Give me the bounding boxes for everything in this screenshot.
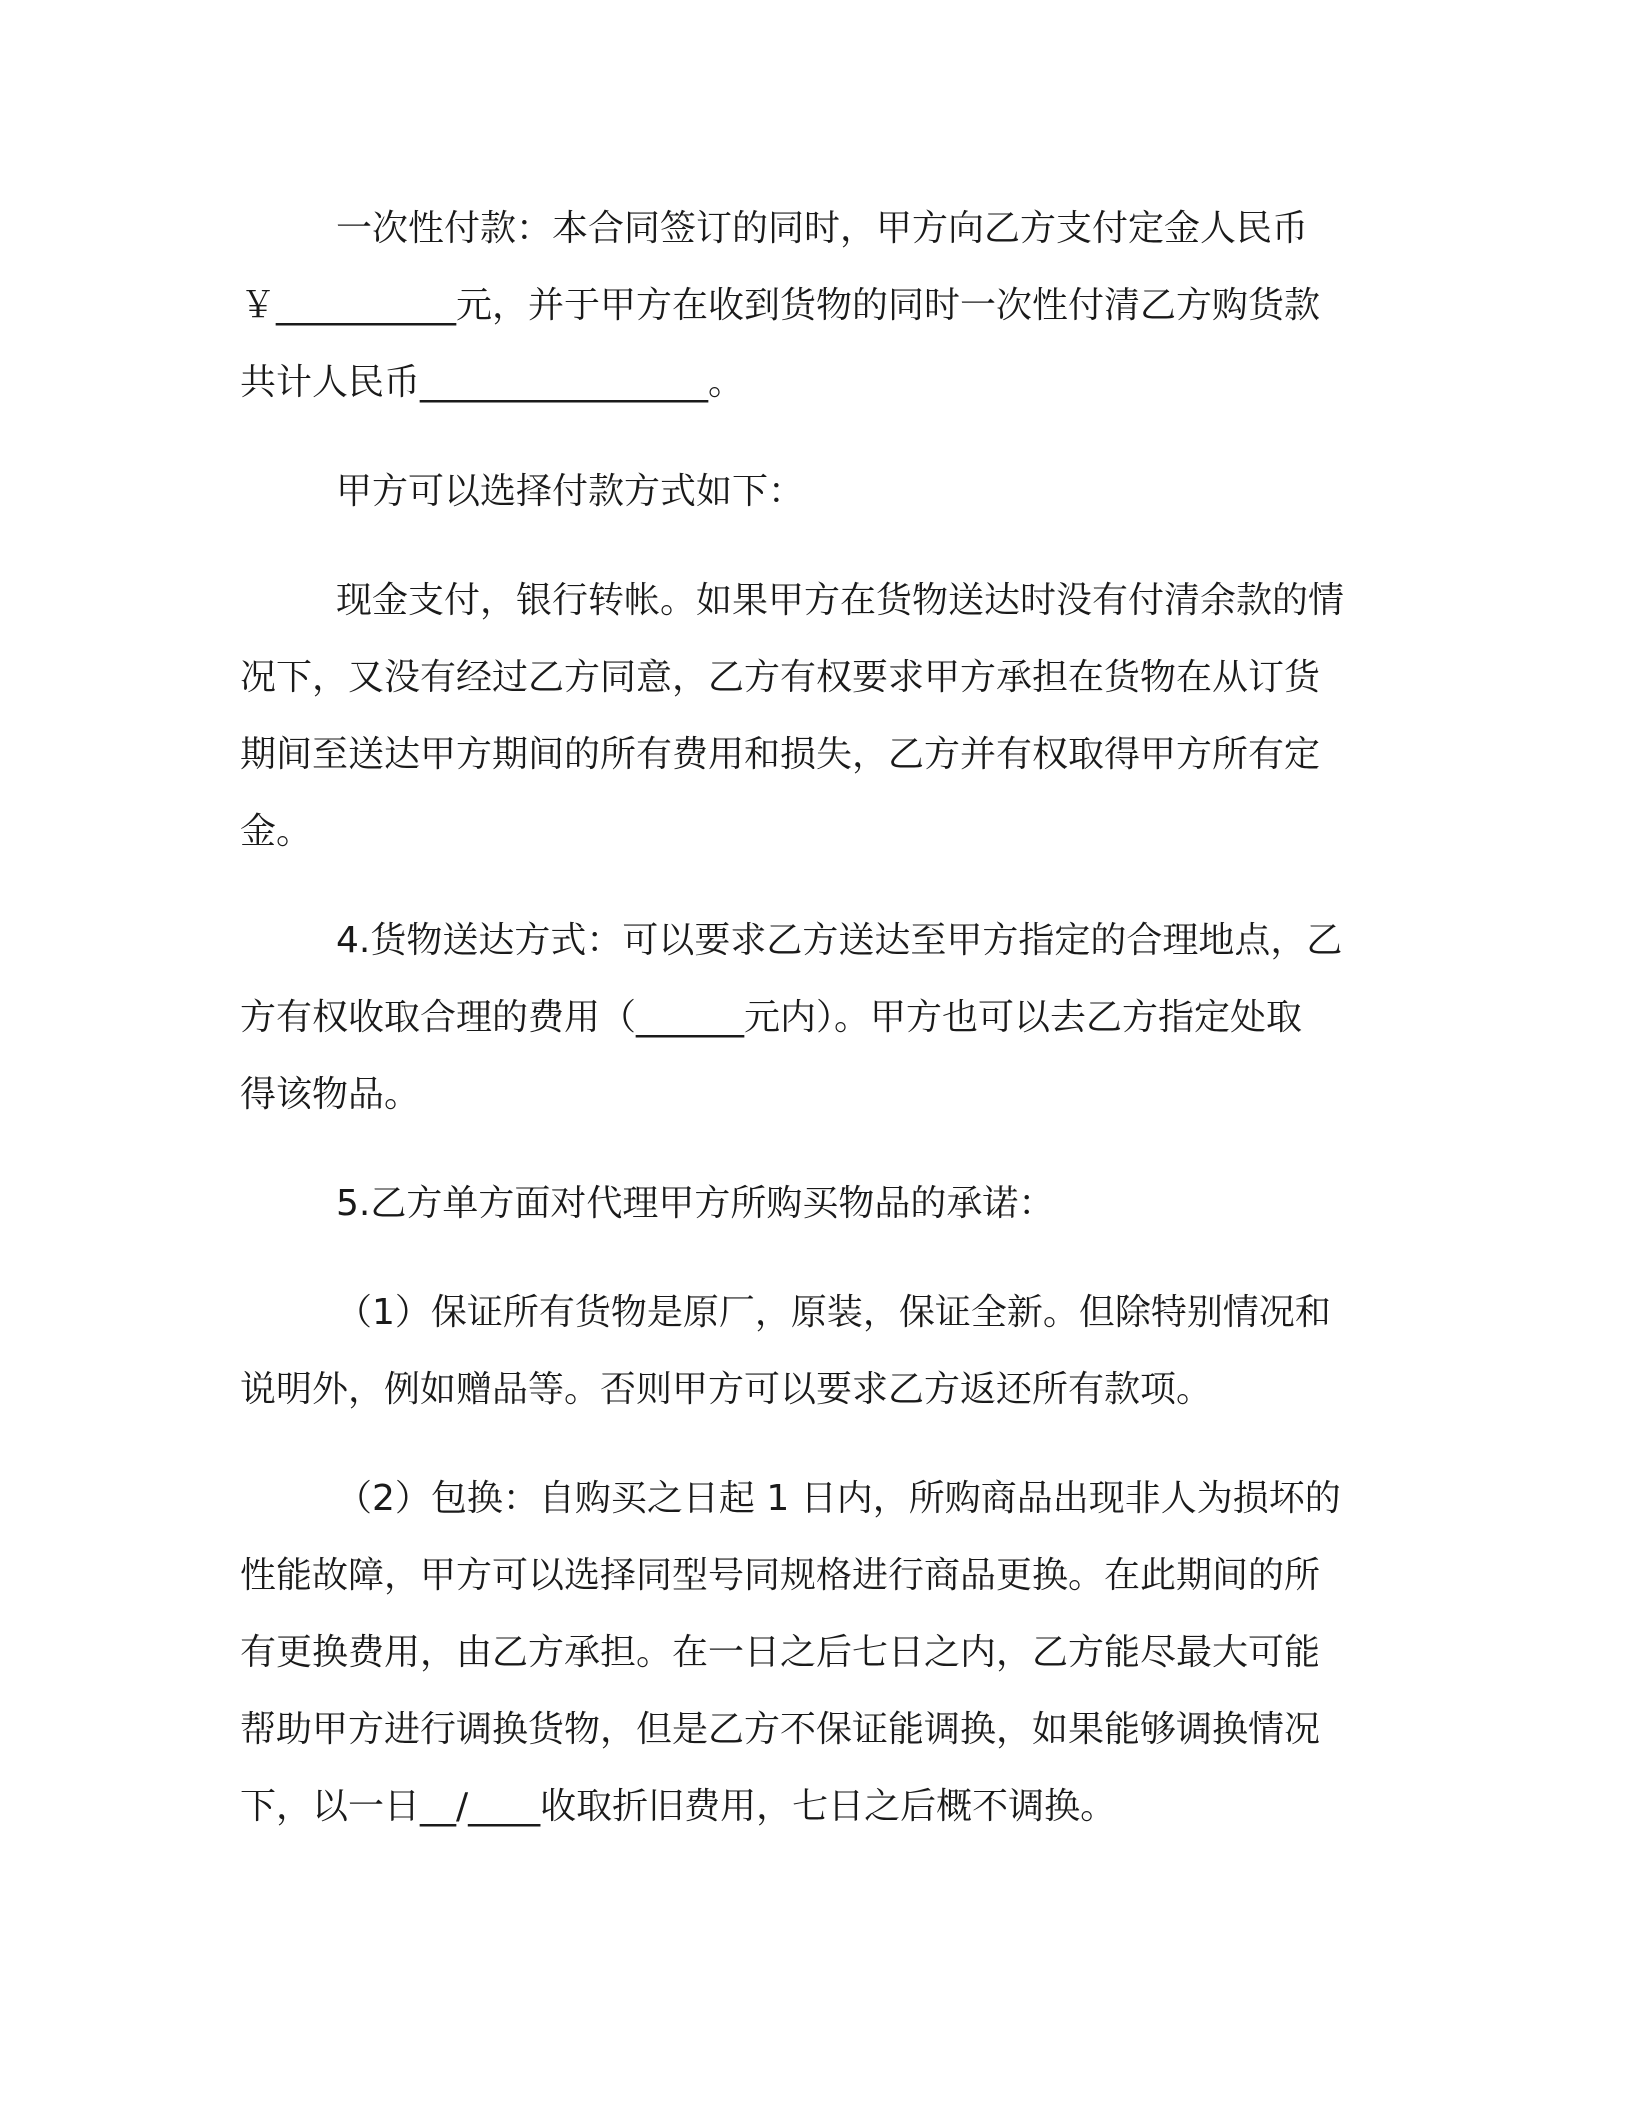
text-line: ￥__________元，并于甲方在收到货物的同时一次性付清乙方购货款 xyxy=(240,285,1321,326)
paragraph-commitment-1 xyxy=(240,1274,1370,1428)
text-line: （2）包换：自购买之日起 1 日内，所购商品出现非人为损坏的 xyxy=(336,1478,1341,1519)
paragraph-cash-transfer xyxy=(240,562,1370,870)
paragraph-lump-sum-payment xyxy=(240,190,1370,421)
text-line: 得该物品。 xyxy=(240,1074,421,1115)
text-line: （1）保证所有货物是原厂，原装，保证全新。但除特别情况和 xyxy=(336,1292,1331,1333)
text-line: 有更换费用，由乙方承担。在一日之后七日之内，乙方能尽最大可能 xyxy=(240,1632,1321,1673)
text-line: 4.货物送达方式：可以要求乙方送达至甲方指定的合理地点，乙 xyxy=(336,920,1343,961)
text-line: 期间至送达甲方期间的所有费用和损失，乙方并有权取得甲方所有定 xyxy=(240,734,1321,775)
text-line: 金。 xyxy=(240,811,313,852)
text-line: 共计人民币________________。 xyxy=(240,362,745,403)
document-body xyxy=(240,190,1370,1877)
paragraph-payment-options xyxy=(240,453,1370,530)
text-line: 一次性付款：本合同签订的同时，甲方向乙方支付定金人民币 xyxy=(336,208,1309,249)
paragraph-commitment-2 xyxy=(240,1460,1370,1845)
text-line: 方有权收取合理的费用（______元内）。甲方也可以去乙方指定处取 xyxy=(240,997,1303,1038)
text-line: 性能故障，甲方可以选择同型号同规格进行商品更换。在此期间的所 xyxy=(240,1555,1321,1596)
text-line: 下，以一日__/____收取折旧费用，七日之后概不调换。 xyxy=(240,1786,1117,1827)
text-line: 甲方可以选择付款方式如下： xyxy=(336,471,805,512)
text-line: 帮助甲方进行调换货物，但是乙方不保证能调换，如果能够调换情况 xyxy=(240,1709,1321,1750)
text-line: 5.乙方单方面对代理甲方所购买物品的承诺： xyxy=(336,1183,1055,1224)
paragraph-seller-commitment xyxy=(240,1165,1370,1242)
text-line: 现金支付，银行转帐。如果甲方在货物送达时没有付清余款的情 xyxy=(336,580,1345,621)
text-line: 况下，又没有经过乙方同意，乙方有权要求甲方承担在货物在从订货 xyxy=(240,657,1321,698)
text-line: 说明外，例如赠品等。否则甲方可以要求乙方返还所有款项。 xyxy=(240,1369,1213,1410)
paragraph-delivery-method xyxy=(240,902,1370,1133)
